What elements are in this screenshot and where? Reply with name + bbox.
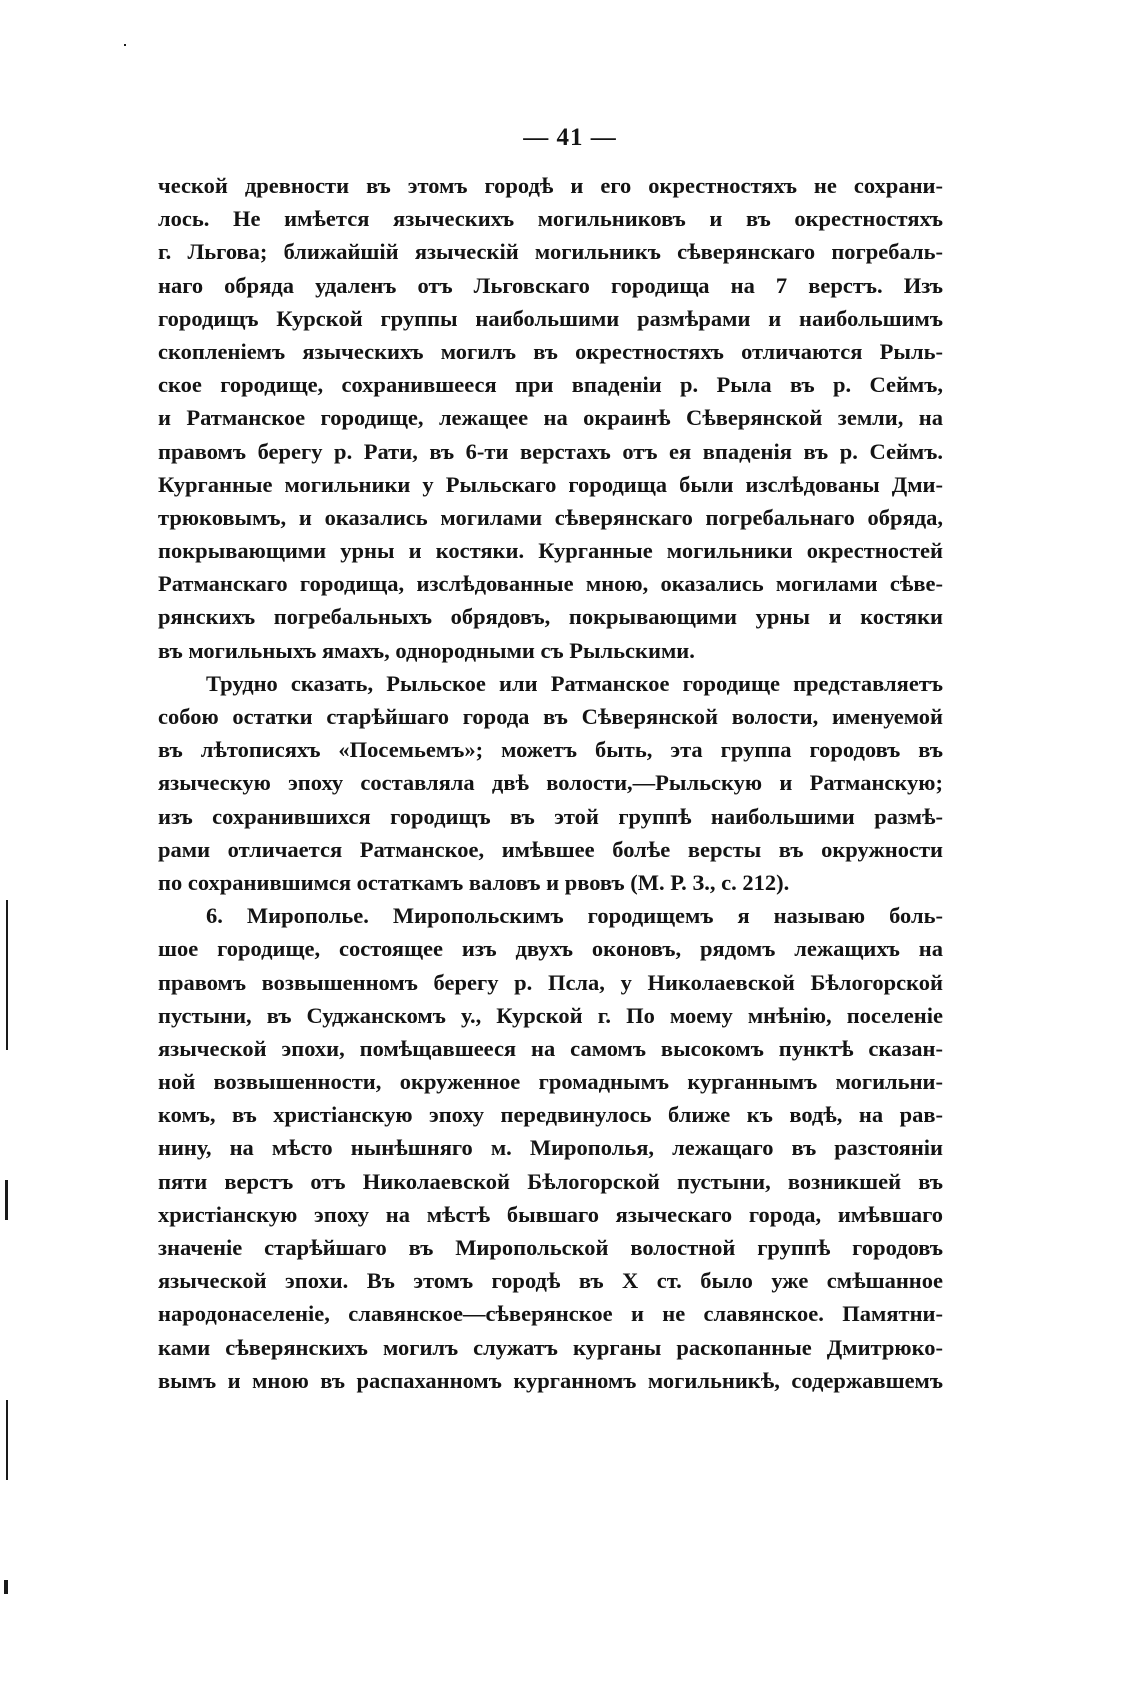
paragraph-1	[158, 169, 943, 667]
text-line: изъ сохранившихся городищъ въ этой группѣ наибольшими размѣ-	[158, 803, 943, 829]
text-line: рами отличается Ратманское, имѣвшее болѣе версты въ окружности	[158, 836, 943, 862]
scan-edge-mark	[4, 1580, 8, 1594]
text-line: трюковымъ, и оказались могилами сѣверянскаго погребальнаго обряда,	[158, 504, 943, 530]
text-line: и Ратманское городище, лежащее на окраинѣ Сѣверянской земли, на	[158, 405, 943, 431]
paragraph-2	[158, 667, 943, 899]
body-text	[158, 169, 943, 1397]
text-line: рянскихъ погребальныхъ обрядовъ, покрывающими урны и костяки	[158, 604, 943, 630]
page-number: — 41 —	[523, 124, 617, 151]
text-line: городищъ Курской группы наибольшими размѣрами и наибольшимъ	[158, 305, 943, 331]
text-line: шое городище, состоящее изъ двухъ оконовъ, рядомъ лежащихъ на	[158, 936, 943, 962]
scan-edge-mark	[6, 900, 8, 1050]
text-line: Ратманскаго городища, изслѣдованные мною, оказались могилами сѣве-	[158, 571, 943, 597]
text-line: народонаселеніе, славянское—сѣверянское и не славянское. Памятни-	[158, 1301, 943, 1327]
text-line: г. Льгова; ближайшій языческій могильникъ сѣверянскаго погребаль-	[158, 239, 943, 265]
text-line: Курганные могильники у Рыльскаго городища были изслѣдованы Дми-	[158, 471, 943, 497]
text-line: языческую эпоху составляла двѣ волости,—Рыльскую и Ратманскую;	[158, 770, 943, 796]
text-line: скопленіемъ языческихъ могилъ въ окрестностяхъ отличаются Рыль-	[158, 338, 943, 364]
text-line: христіанскую эпоху на мѣстѣ бывшаго языческаго города, имѣвшаго	[158, 1201, 943, 1227]
text-line: Трудно сказать, Рыльское или Ратманское городище представляетъ	[206, 670, 943, 696]
text-line: пяти верстъ отъ Николаевской Бѣлогорской пустыни, возникшей въ	[158, 1168, 943, 1194]
text-line: ной возвышенности, окруженное громаднымъ курганнымъ могильни-	[158, 1069, 943, 1095]
text-run: Миропольскимъ городищемъ я называю боль-	[368, 903, 943, 929]
text-line: въ лѣтописяхъ «Посемьемъ»; можетъ быть, эта группа городовъ въ	[158, 737, 943, 763]
text-line: лось. Не имѣется языческихъ могильниковъ и въ окрестностяхъ	[158, 206, 943, 232]
section-heading: 6. Мирополье.	[206, 903, 369, 929]
text-line: правомъ берегу р. Рати, въ 6-ти верстахъ отъ ея впаденія въ р. Сеймъ.	[158, 438, 943, 464]
text-line: въ могильныхъ ямахъ, однородными съ Рыльскими.	[158, 637, 695, 663]
text-line: по сохранившимся остаткамъ валовъ и рвовъ (М. Р. З., с. 212).	[158, 869, 790, 895]
text-line: наго обряда удаленъ отъ Льговскаго городища на 7 верстъ. Изъ	[158, 272, 943, 298]
scan-speck	[124, 44, 126, 46]
scan-edge-mark	[5, 1180, 8, 1220]
text-line: языческой эпохи, помѣщавшееся на самомъ высокомъ пунктѣ сказан-	[158, 1035, 943, 1061]
text-line: пустыни, въ Суджанскомъ у., Курской г. По моему мнѣнію, поселеніе	[158, 1002, 943, 1028]
text-line: вымъ и мною въ распаханномъ курганномъ могильникѣ, содержавшемъ	[158, 1367, 943, 1393]
text-line: покрывающими урны и костяки. Курганные могильники окрестностей	[158, 538, 943, 564]
text-line	[158, 899, 943, 932]
text-line: нину, на мѣсто нынѣшняго м. Мирополья, лежащаго въ разстояніи	[158, 1135, 943, 1161]
text-line: ками сѣверянскихъ могилъ служатъ курганы раскопанные Дмитрюко-	[158, 1334, 943, 1360]
text-line: языческой эпохи. Въ этомъ городѣ въ X ст. было уже смѣшанное	[158, 1268, 943, 1294]
scan-edge-mark	[6, 1400, 8, 1480]
text-line: значеніе старѣйшаго въ Миропольской волостной группѣ городовъ	[158, 1235, 943, 1260]
text-line: собою остатки старѣйшаго города въ Сѣверянской волости, именуемой	[158, 704, 943, 729]
text-line: ское городище, сохранившееся при впаденіи р. Рыла въ р. Сеймъ,	[158, 372, 943, 398]
text-line: правомъ возвышенномъ берегу р. Псла, у Николаевской Бѣлогорской	[158, 969, 943, 995]
text-line: комъ, въ христіанскую эпоху передвинулось ближе къ водѣ, на рав-	[158, 1102, 943, 1128]
text-line: ческой древности въ этомъ городѣ и его окрестностяхъ не сохрани-	[158, 173, 943, 198]
paragraph-3	[158, 899, 943, 1397]
